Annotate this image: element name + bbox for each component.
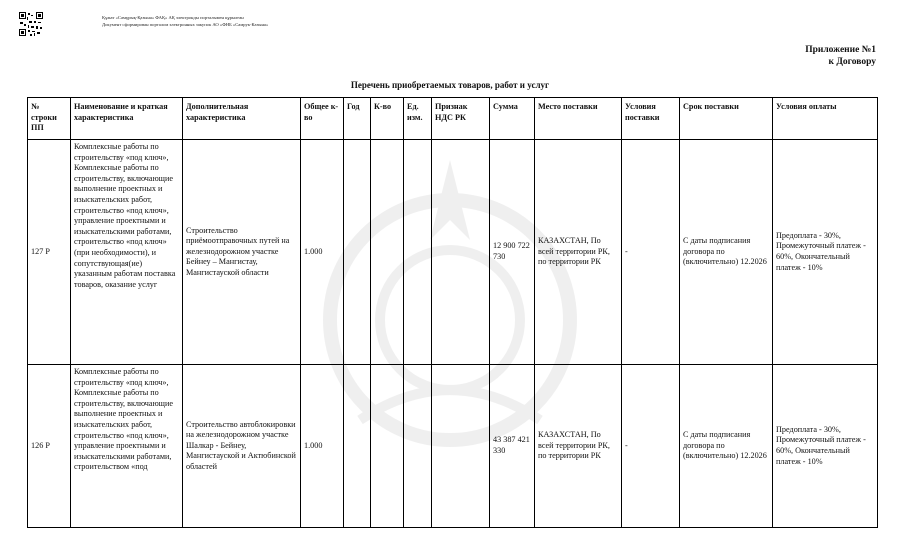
qr-code <box>19 12 43 36</box>
appendix-label <box>805 44 876 68</box>
col-header-payment: Условия оплаты <box>773 98 878 140</box>
header-notes <box>102 14 268 28</box>
cell-unit <box>404 140 432 365</box>
cell-num: 127 Р <box>28 140 71 365</box>
col-header-year: Год <box>344 98 371 140</box>
cell-total: 1.000 <box>301 365 344 528</box>
cell-year <box>344 140 371 365</box>
col-header-num: № строки ПП <box>28 98 71 140</box>
col-header-sum: Сумма <box>490 98 535 140</box>
cell-delivery-terms: - <box>622 365 680 528</box>
appendix-number: Приложение №1 <box>805 45 876 55</box>
table-row <box>28 365 878 528</box>
header-note-kz: Құжат «Самұрық-Қазына» ФАҚ» АҚ электронды порталымен құрылған <box>102 15 244 20</box>
cell-total: 1.000 <box>301 140 344 365</box>
cell-term: С даты подписания договора по (включительно) 12.2026 <box>680 365 773 528</box>
col-header-extra: Дополнительная характеристика <box>183 98 301 140</box>
col-header-vat: Признак НДС РК <box>432 98 490 140</box>
cell-extra: Строительство приёмоотправочных путей на железнодорожном участке Бейнеу – Мангистау, Мангистауской области <box>183 140 301 365</box>
table-row <box>28 140 878 365</box>
cell-term: С даты подписания договора по (включительно) 12.2026 <box>680 140 773 365</box>
cell-unit <box>404 365 432 528</box>
col-header-name: Наименование и краткая характеристика <box>71 98 183 140</box>
table-header-row <box>28 98 878 140</box>
cell-place: КАЗАХСТАН, По всей территории РК, по территории РК <box>535 365 622 528</box>
cell-sum: 12 900 722 730 <box>490 140 535 365</box>
col-header-term: Срок поставки <box>680 98 773 140</box>
cell-year <box>344 365 371 528</box>
cell-vat <box>432 365 490 528</box>
cell-place: КАЗАХСТАН, По всей территории РК, по территории РК <box>535 140 622 365</box>
cell-name: Комплексные работы по строительству «под ключ», Комплексные работы по строительству, включающие выполнение проектных и изыскательских работ, строительство «под ключ», управление проектными и изыскательскими работами, строительство «под ключ» (при необходимости), и сопутствующая(ие) указанным работам поставка товаров, оказание услуг <box>71 140 183 365</box>
document-title: Перечень приобретаемых товаров, работ и услуг <box>350 80 550 90</box>
cell-num: 126 Р <box>28 365 71 528</box>
cell-sum: 43 387 421 330 <box>490 365 535 528</box>
header-note-ru: Документ сформирован порталом электронных закупок АО «ФНБ «Самрук-Казына» <box>102 22 269 27</box>
col-header-unit: Ед. изм. <box>404 98 432 140</box>
col-header-delivery-terms: Условия поставки <box>622 98 680 140</box>
cell-name: Комплексные работы по строительству «под ключ», Комплексные работы по строительству, включающие выполнение проектных и изыскательских работ, строительство «под ключ», управление проектными и изыскательскими работами, строительством «под <box>71 365 183 528</box>
cell-extra: Строительство автоблокировки на железнодорожном участке Шалкар - Бейнеу, Мангистауской и Актюбинской областей <box>183 365 301 528</box>
col-header-qty: К-во <box>371 98 404 140</box>
cell-qty <box>371 140 404 365</box>
cell-payment: Предоплата - 30%, Промежуточный платеж - 60%, Окончательный платеж - 10% <box>773 140 878 365</box>
appendix-contract: к Договору <box>828 57 876 67</box>
col-header-place: Место поставки <box>535 98 622 140</box>
cell-vat <box>432 140 490 365</box>
cell-delivery-terms: - <box>622 140 680 365</box>
goods-table <box>27 97 878 528</box>
cell-qty <box>371 365 404 528</box>
col-header-total: Общее к-во <box>301 98 344 140</box>
cell-payment: Предоплата - 30%, Промежуточный платеж - 60%, Окончательный платеж - 10% <box>773 365 878 528</box>
